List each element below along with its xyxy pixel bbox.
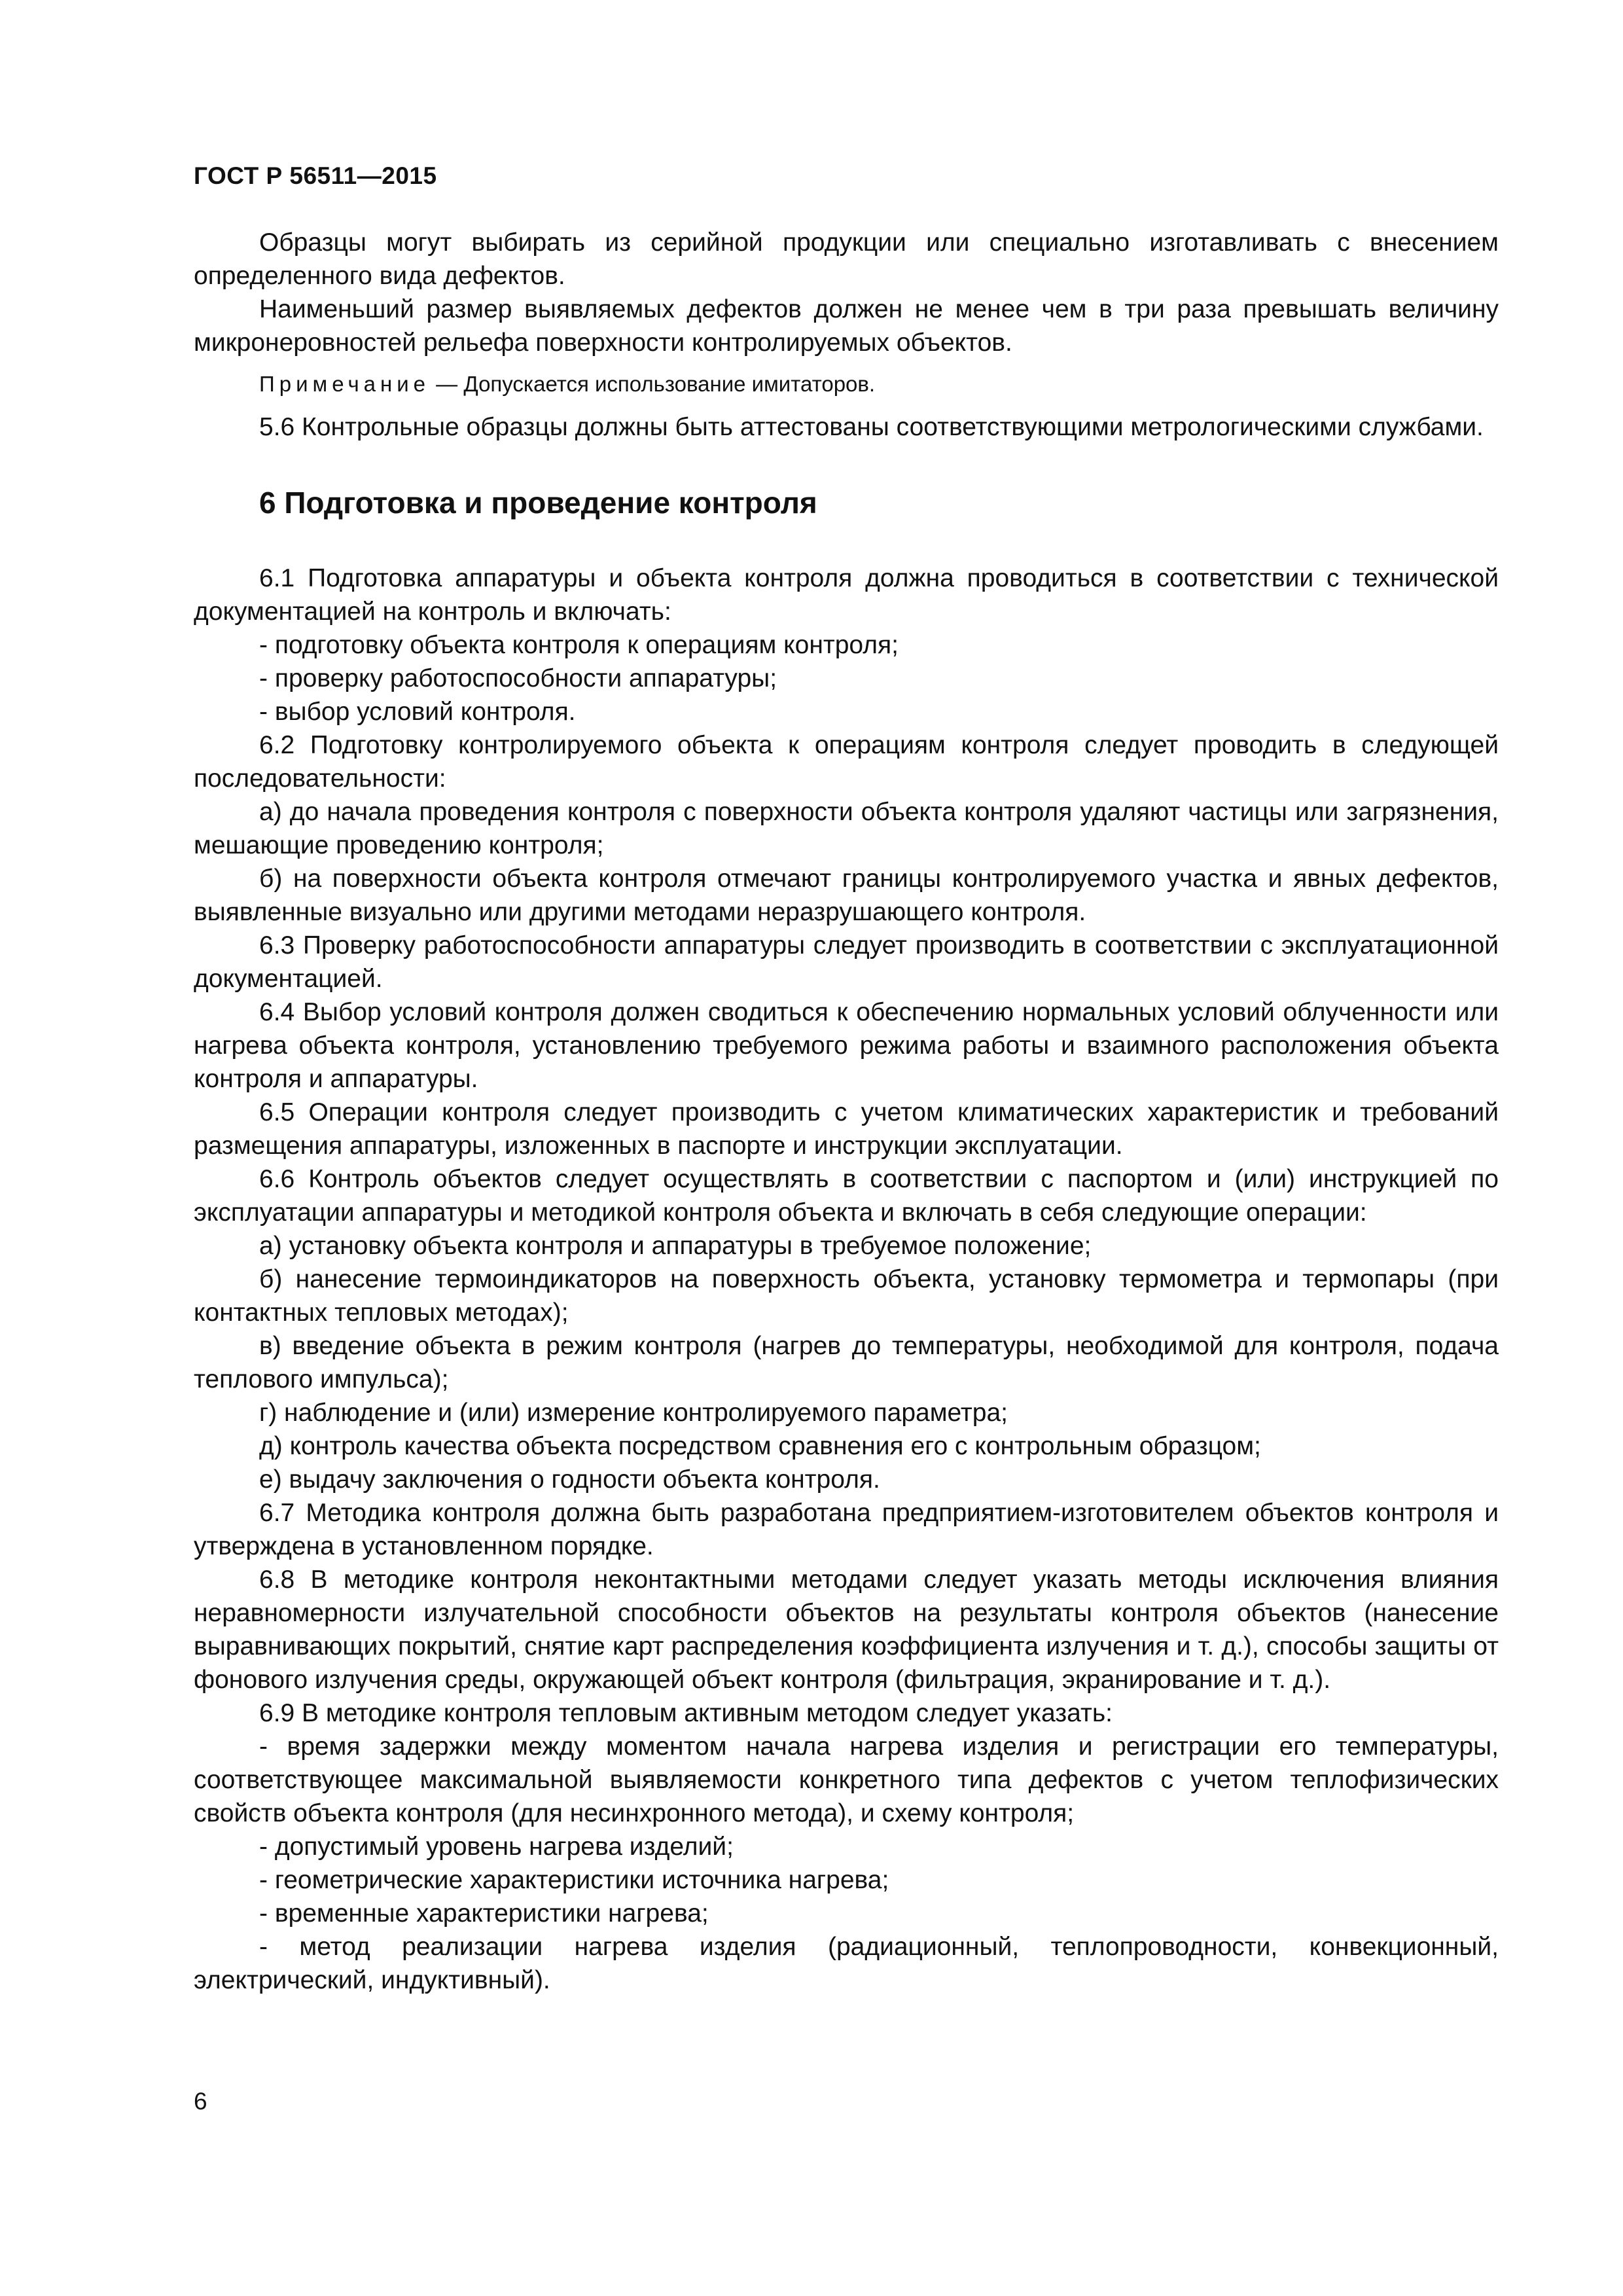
list-item: г) наблюдение и (или) измерение контролируемого параметра;: [259, 1399, 1008, 1427]
list-item: - проверку работоспособности аппаратуры;: [259, 664, 777, 692]
list-item: - подготовку объекта контроля к операциям контроля;: [259, 631, 899, 659]
clause-6-2: 6.2 Подготовку контролируемого объекта к операциям контроля следует проводить в следующей последовательности:: [194, 731, 1499, 793]
paragraph: Наименьший размер выявляемых дефектов должен не менее чем в три раза превышать величину микронеровностей рельефа поверхности контролируемых объектов.: [194, 295, 1499, 357]
list-item: - метод реализации нагрева изделия (радиационный, теплопроводности, конвекционный, электрический, индуктивный).: [194, 1933, 1499, 1994]
list-item: д) контроль качества объекта посредством сравнения его с контрольным образцом;: [259, 1432, 1261, 1460]
clause-6-7: 6.7 Методика контроля должна быть разработана предприятием-изготовителем объектов контроля и утверждена в установленном порядке.: [194, 1499, 1499, 1560]
note: [194, 370, 1499, 399]
list-item: б) нанесение термоиндикаторов на поверхность объекта, установку термометра и термопары (при контактных тепловых методах);: [194, 1265, 1499, 1327]
list-item: е) выдачу заключения о годности объекта контроля.: [259, 1465, 880, 1494]
note-label: Примечание: [259, 372, 431, 396]
list-item: - выбор условий контроля.: [259, 698, 576, 726]
section-heading: 6 Подготовка и проведение контроля: [259, 486, 817, 520]
page-number: 6: [194, 2088, 207, 2115]
clause-6-9: 6.9 В методике контроля тепловым активным методом следует указать:: [259, 1699, 1113, 1727]
note-dash: —: [430, 372, 464, 396]
clause-6-1: 6.1 Подготовка аппаратуры и объекта контроля должна проводиться в соответствии с технической документацией на контроль и включать:: [194, 564, 1499, 626]
list-item: - временные характеристики нагрева;: [259, 1899, 709, 1928]
document-body: [194, 226, 1499, 1997]
clause-6-5: 6.5 Операции контроля следует производить с учетом климатических характеристик и требований размещения аппаратуры, изложенных в паспорте и инструкции эксплуатации.: [194, 1098, 1499, 1160]
clause-6-3: 6.3 Проверку работоспособности аппаратуры следует производить в соответствии с эксплуатационной документацией.: [194, 931, 1499, 993]
clause-6-4: 6.4 Выбор условий контроля должен сводиться к обеспечению нормальных условий облученности или нагрева объекта контроля, установлению требуемого режима работы и взаимного расположения объекта контроля и аппаратуры.: [194, 998, 1499, 1093]
paragraph: Образцы могут выбирать из серийной продукции или специально изготавливать с внесением определенного вида дефектов.: [194, 228, 1499, 290]
list-item: б) на поверхности объекта контроля отмечают границы контролируемого участка и явных дефектов, выявленные визуально или другими методами неразрушающего контроля.: [194, 865, 1499, 926]
document-header: ГОСТ Р 56511—2015: [194, 162, 437, 189]
list-item: - допустимый уровень нагрева изделий;: [259, 1833, 734, 1861]
clause-6-8: 6.8 В методике контроля неконтактными методами следует указать методы исключения влияния неравномерности излучательной способности объектов на результаты контроля объектов (нанесение выравнивающих покрытий, снятие карт распределения коэффициента излучения и т. д.), способы защиты от фонового излучения среды, окружающей объект контроля (фильтрация, экранирование и т. д.).: [194, 1566, 1499, 1694]
note-text: Допускается использование имитаторов.: [463, 372, 876, 396]
paragraph-5-6: 5.6 Контрольные образцы должны быть аттестованы соответствующими метрологическими службами.: [259, 413, 1484, 441]
list-item: а) установку объекта контроля и аппаратуры в требуемое положение;: [259, 1232, 1092, 1260]
list-item: - время задержки между моментом начала нагрева изделия и регистрации его температуры, соответствующее максимальной выявляемости конкретного типа дефектов с учетом теплофизических свойств объекта контроля (для несинхронного метода), и схему контроля;: [194, 1732, 1499, 1827]
clause-6-6: 6.6 Контроль объектов следует осуществлять в соответствии с паспортом и (или) инструкцией по эксплуатации аппаратуры и методикой контроля объекта и включать в себя следующие операции:: [194, 1165, 1499, 1227]
list-item: - геометрические характеристики источника нагрева;: [259, 1866, 889, 1894]
list-item: в) введение объекта в режим контроля (нагрев до температуры, необходимой для контроля, подача теплового импульса);: [194, 1332, 1499, 1393]
list-item: а) до начала проведения контроля с поверхности объекта контроля удаляют частицы или загрязнения, мешающие проведению контроля;: [194, 798, 1499, 859]
